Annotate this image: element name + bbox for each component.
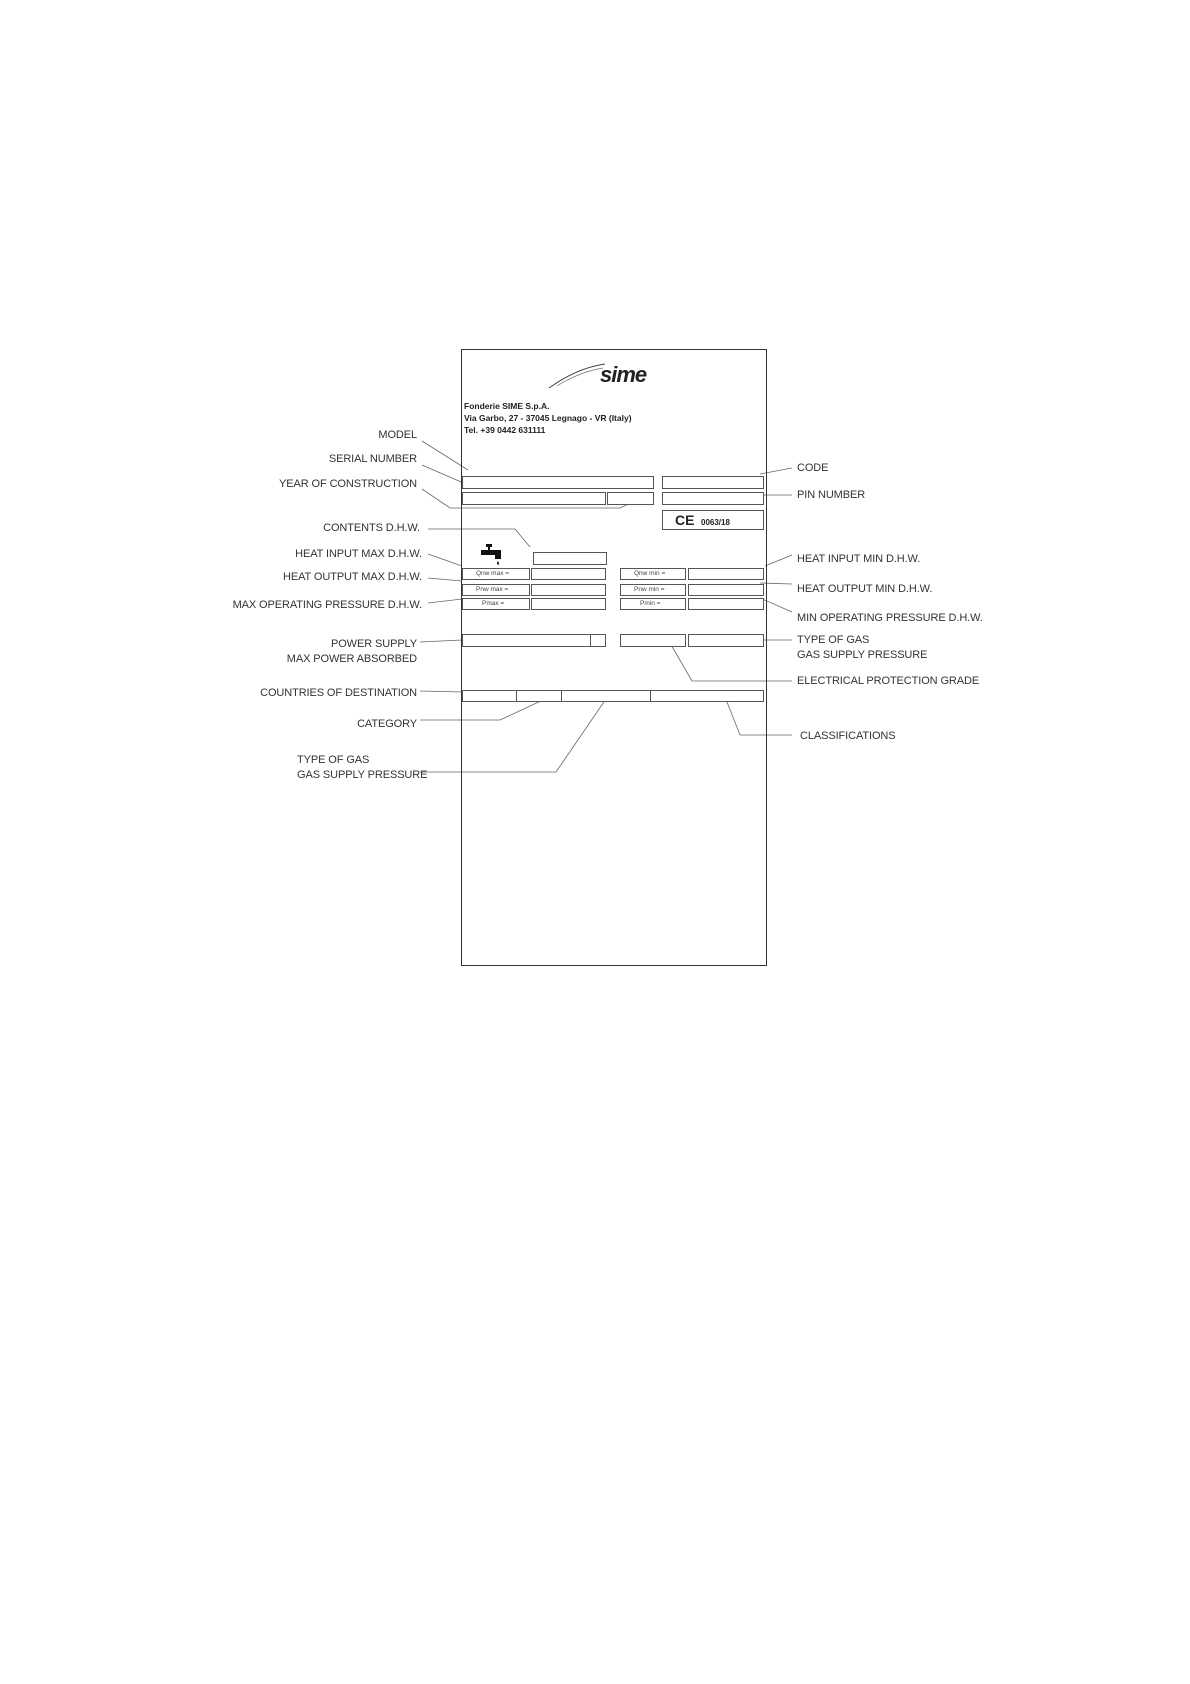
label-year-of-construction: YEAR OF CONSTRUCTION [279, 478, 417, 490]
label-max-operating-pressure: MAX OPERATING PRESSURE D.H.W. [232, 599, 422, 611]
label-classifications: CLASSIFICATIONS [800, 730, 896, 742]
divider [516, 690, 517, 702]
q-min-field [688, 568, 764, 580]
divider [650, 690, 651, 702]
label-type-of-gas-bottom: TYPE OF GAS [297, 754, 370, 766]
pmin-field [688, 598, 764, 610]
label-heat-input-min: HEAT INPUT MIN D.H.W. [797, 553, 921, 565]
type-of-gas-field [620, 634, 686, 647]
code-field [662, 476, 764, 489]
serial-number-field [462, 492, 606, 505]
ce-mark: CE [675, 512, 695, 528]
q-max-field [531, 568, 606, 580]
label-model: MODEL [378, 429, 417, 441]
label-countries-of-destination: COUNTRIES OF DESTINATION [260, 687, 417, 699]
label-gas-supply-pressure: GAS SUPPLY PRESSURE [797, 649, 928, 661]
label-power-supply: POWER SUPPLY [330, 638, 417, 650]
contents-dhw-field [533, 552, 607, 565]
label-pin-number: PIN NUMBER [797, 489, 866, 501]
label-code: CODE [797, 462, 829, 474]
p-max-field [531, 584, 606, 596]
manufacturer-name: Fonderie SIME S.p.A. [464, 401, 550, 411]
label-heat-output-min: HEAT OUTPUT MIN D.H.W. [797, 583, 933, 595]
label-min-operating-pressure: MIN OPERATING PRESSURE D.H.W. [797, 612, 983, 624]
label-contents-dhw: CONTENTS D.H.W. [323, 522, 420, 534]
label-heat-input-max: HEAT INPUT MAX D.H.W. [295, 548, 422, 560]
power-supply-field [462, 634, 606, 647]
label-category: CATEGORY [357, 718, 417, 730]
pmax-label: Pmax = [482, 600, 505, 607]
label-type-of-gas: TYPE OF GAS [797, 634, 870, 646]
pmax-field [531, 598, 606, 610]
rating-plate [461, 349, 767, 966]
logo-swoosh-icon [547, 360, 607, 390]
power-absorbed-field [590, 634, 606, 647]
label-gas-supply-pressure-bottom: GAS SUPPLY PRESSURE [297, 769, 428, 781]
pmin-label: Pmin = [640, 600, 661, 607]
q-min-label: Qnw min = [634, 570, 666, 577]
water-tap-icon [480, 543, 506, 565]
label-heat-output-max: HEAT OUTPUT MAX D.H.W. [283, 571, 422, 583]
p-min-field [688, 584, 764, 596]
p-min-label: Pnw min = [634, 586, 665, 593]
pin-number-field [662, 492, 764, 505]
label-max-power-absorbed: MAX POWER ABSORBED [286, 653, 417, 665]
label-serial-number: SERIAL NUMBER [328, 453, 417, 465]
year-field [607, 492, 654, 505]
countries-row [462, 690, 764, 702]
divider [561, 690, 562, 702]
manufacturer-phone: Tel. +39 0442 631111 [464, 425, 546, 435]
model-field [462, 476, 654, 489]
q-max-label: Qnw max = [476, 570, 510, 577]
manufacturer-address: Via Garbo, 27 - 37045 Legnago - VR (Italy) [464, 413, 632, 423]
label-electrical-protection-grade: ELECTRICAL PROTECTION GRADE [797, 675, 980, 687]
sime-logo: sime [600, 362, 647, 387]
gas-pressure-field [688, 634, 764, 647]
p-max-label: Pnw max = [476, 586, 509, 593]
ce-number: 0063/18 [701, 518, 730, 527]
